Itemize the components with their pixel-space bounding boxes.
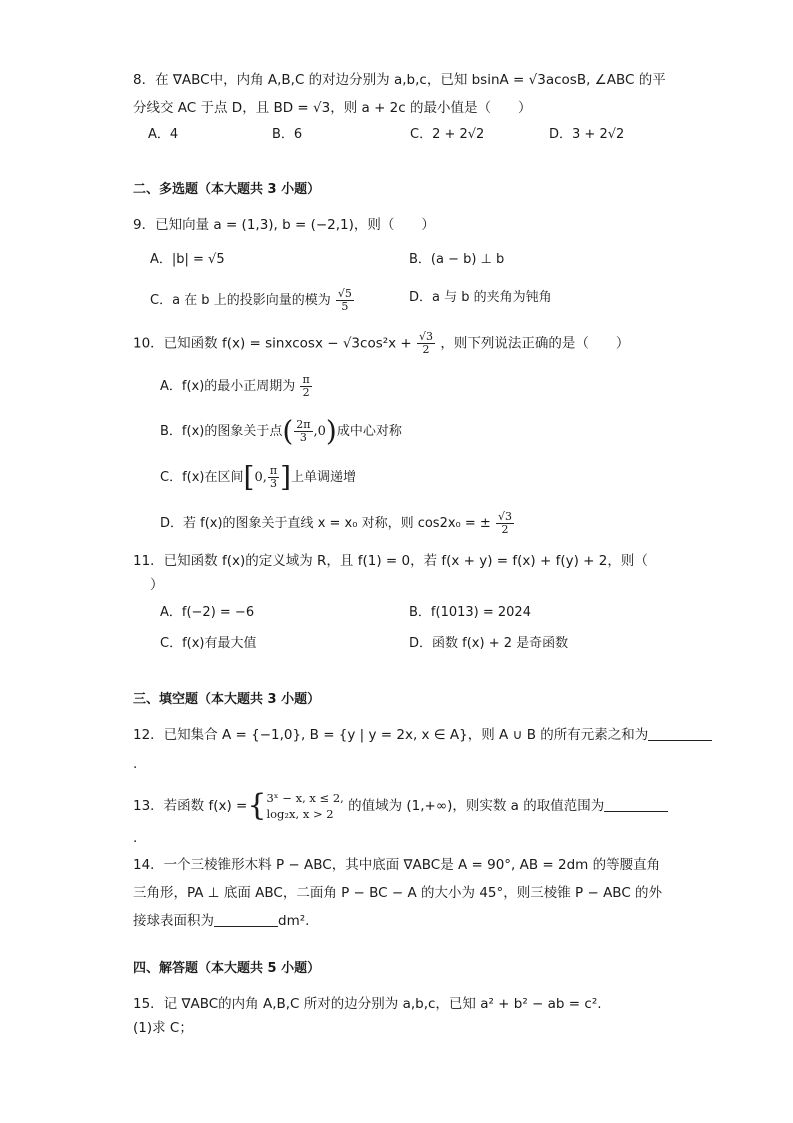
q9-option-a: A．|b| = √5 <box>150 252 225 267</box>
q11-stem-line2: ） <box>150 577 164 593</box>
q9-option-b: B．(a − b) ⊥ b <box>409 252 505 267</box>
q14-line1: 14．一个三棱锥形木料 P − ABC，其中底面 ∇ABC是 A = 90°, AB = 2dm 的等腰直角 <box>133 857 661 873</box>
section-heading-problems: 四、解答题（本大题共 5 小题） <box>133 961 321 976</box>
q11-option-c: C．f(x)有最大值 <box>160 636 257 651</box>
q8-line2: 分线交 AC 于点 D，且 BD = √3，则 a + 2c 的最小值是（ ） <box>133 100 532 116</box>
q9-option-c: C．a 在 b 上的投影向量的模为 $\frac{√5}{5}$ <box>150 287 352 313</box>
section-heading-multiple-choice: 二、多选题（本大题共 3 小题） <box>133 182 321 197</box>
q8-line1: 8．在 ∇ABC中，内角 A,B,C 的对边分别为 a,b,c，已知 bsinA = √3acosB, ∠ABC 的平 <box>133 72 666 88</box>
q13-piecewise: 3ˣ − x, x ≤ 2, log₂x, x > 2 <box>266 791 344 821</box>
q10-option-b: B．f(x)的图象关于点( $\frac{2\pi}{3}$ ,0)成中心对称 <box>160 414 402 448</box>
q10-option-a-fraction: $\frac{\pi}{2}$ <box>302 373 310 399</box>
q8-option-c: C．2 + 2√2 <box>410 127 485 142</box>
q9-option-d: D．a 与 b 的夹角为钝角 <box>409 290 552 305</box>
q10-option-c: C．f(x)在区间[0, $\frac{\pi}{3}$ ]上单调递增 <box>160 460 357 494</box>
q8-option-b: B．6 <box>272 127 303 142</box>
q10-option-c-fraction: $\frac{\pi}{3}$ <box>269 464 278 490</box>
q10-option-d: D．若 f(x)的图象关于直线 x = x₀ 对称，则 cos2x₀ = ± $\frac{√3}{2}$ <box>160 510 512 536</box>
q15-line1: 15．记 ∇ABC的内角 A,B,C 所对的边分别为 a,b,c，已知 a² + b² − ab = c². <box>133 996 602 1012</box>
q14-answer-blank <box>214 912 278 927</box>
q11-stem-line1: 11．已知函数 f(x)的定义域为 R，且 f(1) = 0，若 f(x + y) = f(x) + f(y) + 2，则（ <box>133 553 648 569</box>
q13-answer-blank <box>604 797 668 812</box>
q10-stem-fraction: $\frac{√3}{2}$ <box>419 330 434 356</box>
q9-stem: 9．已知向量 a = (1,3), b = (−2,1)，则（ ） <box>133 217 435 233</box>
q14-line3: 接球表面积为 dm². <box>133 913 310 929</box>
q13-period: . <box>133 830 138 846</box>
q12-period: . <box>133 756 138 772</box>
q10-option-a: A．f(x)的最小正周期为 $\frac{\pi}{2}$ <box>160 373 310 399</box>
q9-option-c-fraction: $\frac{√5}{5}$ <box>337 287 352 313</box>
q13-text: 13．若函数 f(x) ={ 3ˣ − x, x ≤ 2, log₂x, x > 2 的值域为 (1,+∞)，则实数 a 的取值范围为 <box>133 790 668 822</box>
q11-option-a: A．f(−2) = −6 <box>160 605 255 620</box>
q14-line2: 三角形，PA ⊥ 底面 ABC，二面角 P − BC − A 的大小为 45°，则三棱锥 P − ABC 的外 <box>133 885 663 901</box>
q8-option-a: A．4 <box>148 127 179 142</box>
q10-stem: 10．已知函数 f(x) = sinxcosx − √3cos²x + $\frac{√3}{2}$ ，则下列说法正确的是（ ） <box>133 330 630 356</box>
q15-part1: (1)求 C； <box>133 1020 193 1036</box>
q10-option-d-fraction: $\frac{√3}{2}$ <box>497 510 512 536</box>
q12-answer-blank <box>648 726 712 741</box>
q10-option-b-fraction: $\frac{2\pi}{3}$ <box>296 418 311 444</box>
q8-option-d: D．3 + 2√2 <box>549 127 625 142</box>
q11-option-d: D．函数 f(x) + 2 是奇函数 <box>409 636 569 651</box>
section-heading-fill-in: 三、填空题（本大题共 3 小题） <box>133 692 321 707</box>
q11-option-b: B．f(1013) = 2024 <box>409 605 531 620</box>
q12-text: 12．已知集合 A = {−1,0}, B = {y | y = 2x, x ∈ A}，则 A ∪ B 的所有元素之和为 <box>133 725 712 745</box>
